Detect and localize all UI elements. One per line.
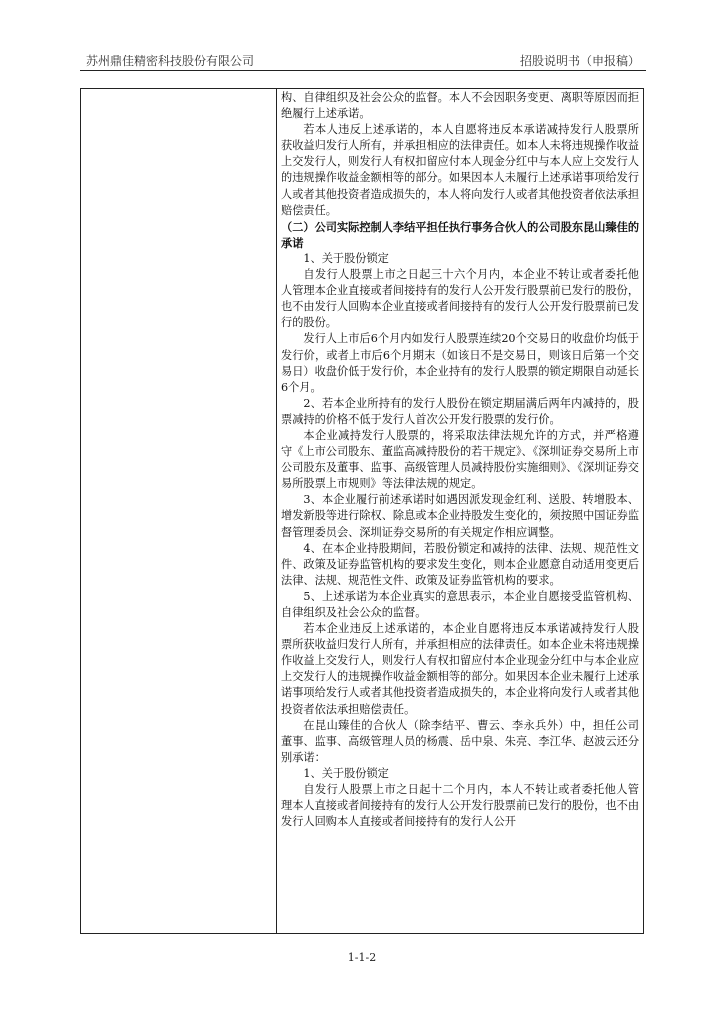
- paragraph: 2、若本企业所持有的发行人股份在锁定期届满后两年内减持的，股票减持的价格不低于发行人首次公开发行股票的发行价。: [281, 396, 639, 426]
- paragraph: （二）公司实际控制人李结平担任执行事务合伙人的公司股东昆山臻佳的承诺: [281, 219, 640, 250]
- paragraph: 1、关于股份锁定: [303, 766, 389, 780]
- header-rule: [80, 70, 646, 71]
- paragraph: 4、在本企业持股期间，若股份锁定和减持的法律、法规、规范性文件、政策及证券监管机构的要求发生变化，则本企业愿意自动适用变更后法律、法规、规范性文件、政策及证券监管机构的要求。: [281, 541, 640, 587]
- paragraph: 1、关于股份锁定: [303, 251, 389, 265]
- column-divider: [276, 89, 277, 933]
- paragraph: 3、本企业履行前述承诺时如遇因派发现金红利、送股、转增股本、增发新股等进行除权、除息或本企业持股发生变化的，须按照中国证券监督管理委员会、深圳证券交易所的有关规定作相应调整。: [281, 493, 640, 539]
- paragraph: 若本企业违反上述承诺的，本企业自愿将违反本承诺减持发行人股票所获收益归发行人所有，并承担相应的法律责任。如本企业未将违规操作收益上交发行人，则发行人有权扣留应付本企业现金分红中与本企业应上交发行人的违规操作收益金额相等的部分。如果因本企业未履行上述承诺事项给发行人或者其他投资者造成损失的，本企业将向发行人或者其他投资者依法承担赔偿责任。: [281, 622, 640, 716]
- commitment-table: [80, 88, 644, 934]
- company-name: 苏州鼎佳精密科技股份有限公司: [86, 54, 255, 68]
- paragraph: 5、上述承诺为本企业真实的意思表示，本企业自愿接受监管机构、自律组织及社会公众的监督。: [281, 589, 639, 619]
- paragraph: 自发行人股票上市之日起十二个月内，本人不转让或者委托他人管理本人直接或者间接持有的发行人公开发行股票前已发行的股份，也不由发行人回购本人直接或者间接持有的发行人公开: [281, 783, 640, 829]
- paragraph: 构、自律组织及社会公众的监督。本人不会因职务变更、离职等原因而拒绝履行上述承诺。: [281, 91, 640, 121]
- page-header: [80, 52, 646, 70]
- commitment-text-cell: [281, 90, 639, 830]
- paragraph: 在昆山臻佳的合伙人（除李结平、曹云、李永兵外）中，担任公司董事、监事、高级管理人员的杨震、岳中泉、朱亮、李江华、赵波云还分别承诺：: [281, 718, 640, 764]
- paragraph: 本企业减持发行人股票的，将采取法律法规允许的方式，并严格遵守《上市公司股东、董监高减持股份的若干规定》、《深圳证券交易所上市公司股东及董事、监事、高级管理人员减持股份实施细则》、《深圳证券交易所股票上市规则》等法律法规的规定。: [281, 428, 639, 491]
- paragraph: 自发行人股票上市之日起三十六个月内，本企业不转让或者委托他人管理本企业直接或者间接持有的发行人公开发行股票前已发行的股份，也不由发行人回购本企业直接或者间接持有的发行人公开发行股票前已发行的股份。: [281, 268, 640, 330]
- document-title: 招股说明书（申报稿）: [519, 54, 640, 68]
- paragraph: 发行人上市后6个月内如发行人股票连续20个交易日的收盘价均低于发行价，或者上市后6个月期末（如该日不是交易日，则该日后第一个交易日）收盘价低于发行价，本企业持有的发行人股票的锁定期限自动延长6个月。: [281, 332, 640, 394]
- page-number: 1-1-2: [347, 951, 377, 964]
- paragraph: 若本人违反上述承诺的，本人自愿将违反本承诺减持发行人股票所获收益归发行人所有，并承担相应的法律责任。如本人未将违规操作收益上交发行人，则发行人有权扣留应付本人现金分红中与本人应上交发行人的违规操作收益金额相等的部分。如果因本人未履行上述承诺事项给发行人或者其他投资者造成损失的，本人将向发行人或者其他投资者依法承担赔偿责任。: [281, 123, 640, 217]
